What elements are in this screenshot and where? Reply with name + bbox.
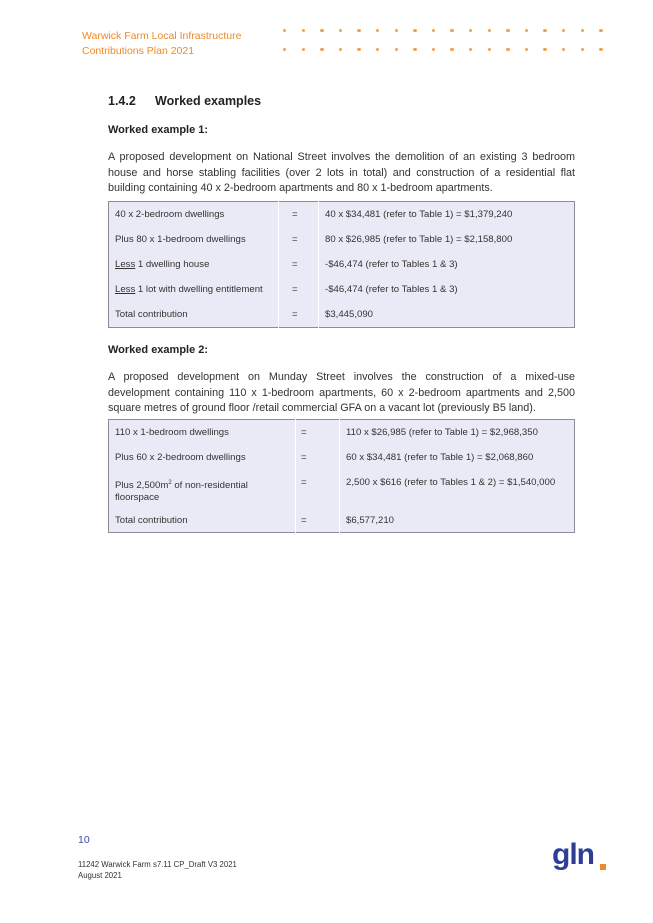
- table-row: [109, 202, 575, 227]
- example2-calculation-table: [108, 419, 575, 533]
- decorative-dot: [413, 29, 416, 32]
- table-row: [109, 277, 575, 302]
- decorative-dot-pattern: [280, 27, 610, 57]
- section-number: 1.4.2: [108, 94, 136, 108]
- label-superscript: 2: [168, 479, 172, 486]
- section-heading: [108, 94, 261, 108]
- row-equals: =: [279, 202, 319, 227]
- row-label: [109, 470, 296, 508]
- row-value: -$46,474 (refer to Tables 1 & 3): [325, 258, 458, 270]
- decorative-dot: [562, 29, 565, 32]
- decorative-dot: [283, 29, 286, 32]
- section-title: Worked examples: [155, 94, 262, 108]
- example1-heading: Worked example 1:: [108, 124, 209, 136]
- decorative-dot: [432, 29, 435, 32]
- label-part-b: of non-residential floorspace: [115, 479, 248, 503]
- table-row: [109, 445, 575, 470]
- row-label: [109, 252, 279, 277]
- row-equals: =: [296, 420, 340, 445]
- row-equals: =: [279, 277, 319, 302]
- example2-heading: Worked example 2:: [108, 344, 209, 356]
- row-value: 80 x $26,985 (refer to Table 1) = $2,158,800: [325, 233, 513, 245]
- decorative-dot: [543, 48, 546, 51]
- decorative-dot: [302, 29, 305, 32]
- table-row: [109, 508, 575, 533]
- decorative-dot: [525, 29, 528, 32]
- example2-paragraph: A proposed development on Munday Street involves the construction of a mixed-use development containing 110 x 1-bedroom apartments, 60 x 2-bedroom apartments and 2,500 square metres of ground floor /retail commercial GFA on a vacant lot (previously B5 land).: [108, 371, 575, 415]
- row-value: 110 x $26,985 (refer to Table 1) = $2,968,350: [346, 427, 538, 438]
- decorative-dot: [376, 48, 379, 51]
- row-equals: =: [296, 445, 340, 470]
- label-rest: 1 dwelling house: [135, 258, 210, 270]
- decorative-dot: [320, 29, 323, 32]
- decorative-dot: [562, 48, 565, 51]
- table-row: [109, 470, 575, 508]
- row-value: 2,500 x $616 (refer to Tables 1 & 2) = $1,540,000: [346, 476, 556, 488]
- row-label: 40 x 2-bedroom dwellings: [109, 202, 279, 227]
- logo-dot-icon: [600, 864, 606, 870]
- decorative-dot: [543, 29, 546, 32]
- decorative-dot: [339, 29, 342, 32]
- row-equals: =: [279, 227, 319, 252]
- decorative-dot: [581, 48, 584, 51]
- decorative-dot: [506, 48, 509, 51]
- decorative-dot: [488, 29, 491, 32]
- decorative-dot: [450, 29, 453, 32]
- row-value: 60 x $34,481 (refer to Table 1) = $2,068,860: [346, 451, 534, 463]
- decorative-dot: [376, 29, 379, 32]
- row-value: 40 x $34,481 (refer to Table 1) = $1,379,240: [325, 209, 513, 220]
- decorative-dot: [320, 48, 323, 51]
- document-header: [82, 29, 282, 59]
- example1-paragraph: A proposed development on National Street involves the demolition of an existing 3 bedroom house and horse stabling facilities (over 2 lots in total) and construction of a residential flat building containing 40 x 2-bedroom apartments and 80 x 1-bedroom apartments.: [108, 151, 575, 195]
- decorative-dot: [525, 48, 528, 51]
- label-part-a: Plus 2,500m: [115, 479, 169, 491]
- table-row: [109, 420, 575, 445]
- decorative-dot: [599, 48, 602, 51]
- decorative-dot: [469, 29, 472, 32]
- decorative-dot: [302, 48, 305, 51]
- row-equals: =: [296, 508, 340, 533]
- decorative-dot: [339, 48, 342, 51]
- header-title-line1: Warwick Farm Local Infrastructure: [82, 30, 242, 42]
- gln-logo: gln: [552, 838, 594, 871]
- header-title-line2: Contributions Plan 2021: [82, 45, 195, 57]
- decorative-dot: [432, 48, 435, 51]
- row-label: Total contribution: [109, 302, 279, 328]
- row-value: $3,445,090: [325, 308, 374, 320]
- row-equals: =: [296, 470, 340, 508]
- row-label: [109, 277, 279, 302]
- decorative-dot: [450, 48, 453, 51]
- label-less: Less: [115, 258, 136, 270]
- decorative-dot: [469, 48, 472, 51]
- row-value: -$46,474 (refer to Tables 1 & 3): [325, 283, 458, 295]
- row-label: Plus 80 x 1-bedroom dwellings: [109, 227, 279, 252]
- row-value: $6,577,210: [346, 514, 395, 526]
- row-label: Plus 60 x 2-bedroom dwellings: [109, 445, 296, 470]
- table-row: [109, 252, 575, 277]
- table-row: [109, 302, 575, 328]
- label-less: Less: [115, 283, 136, 295]
- row-label: Total contribution: [109, 508, 296, 533]
- decorative-dot: [413, 48, 416, 51]
- table-row: [109, 227, 575, 252]
- decorative-dot: [395, 48, 398, 51]
- decorative-dot: [488, 48, 491, 51]
- footer-doc-reference: 11242 Warwick Farm s7.11 CP_Draft V3 2021: [78, 860, 237, 869]
- footer-date: August 2021: [78, 871, 122, 880]
- example1-calculation-table: [108, 201, 575, 328]
- decorative-dot: [357, 48, 360, 51]
- row-label: 110 x 1-bedroom dwellings: [109, 420, 296, 445]
- page-number: 10: [78, 834, 90, 846]
- decorative-dot: [395, 29, 398, 32]
- decorative-dot: [357, 29, 360, 32]
- row-equals: =: [279, 302, 319, 328]
- row-equals: =: [279, 252, 319, 277]
- decorative-dot: [506, 29, 509, 32]
- label-rest: 1 lot with dwelling entitlement: [135, 283, 263, 295]
- decorative-dot: [599, 29, 602, 32]
- decorative-dot: [581, 29, 584, 32]
- decorative-dot: [283, 48, 286, 51]
